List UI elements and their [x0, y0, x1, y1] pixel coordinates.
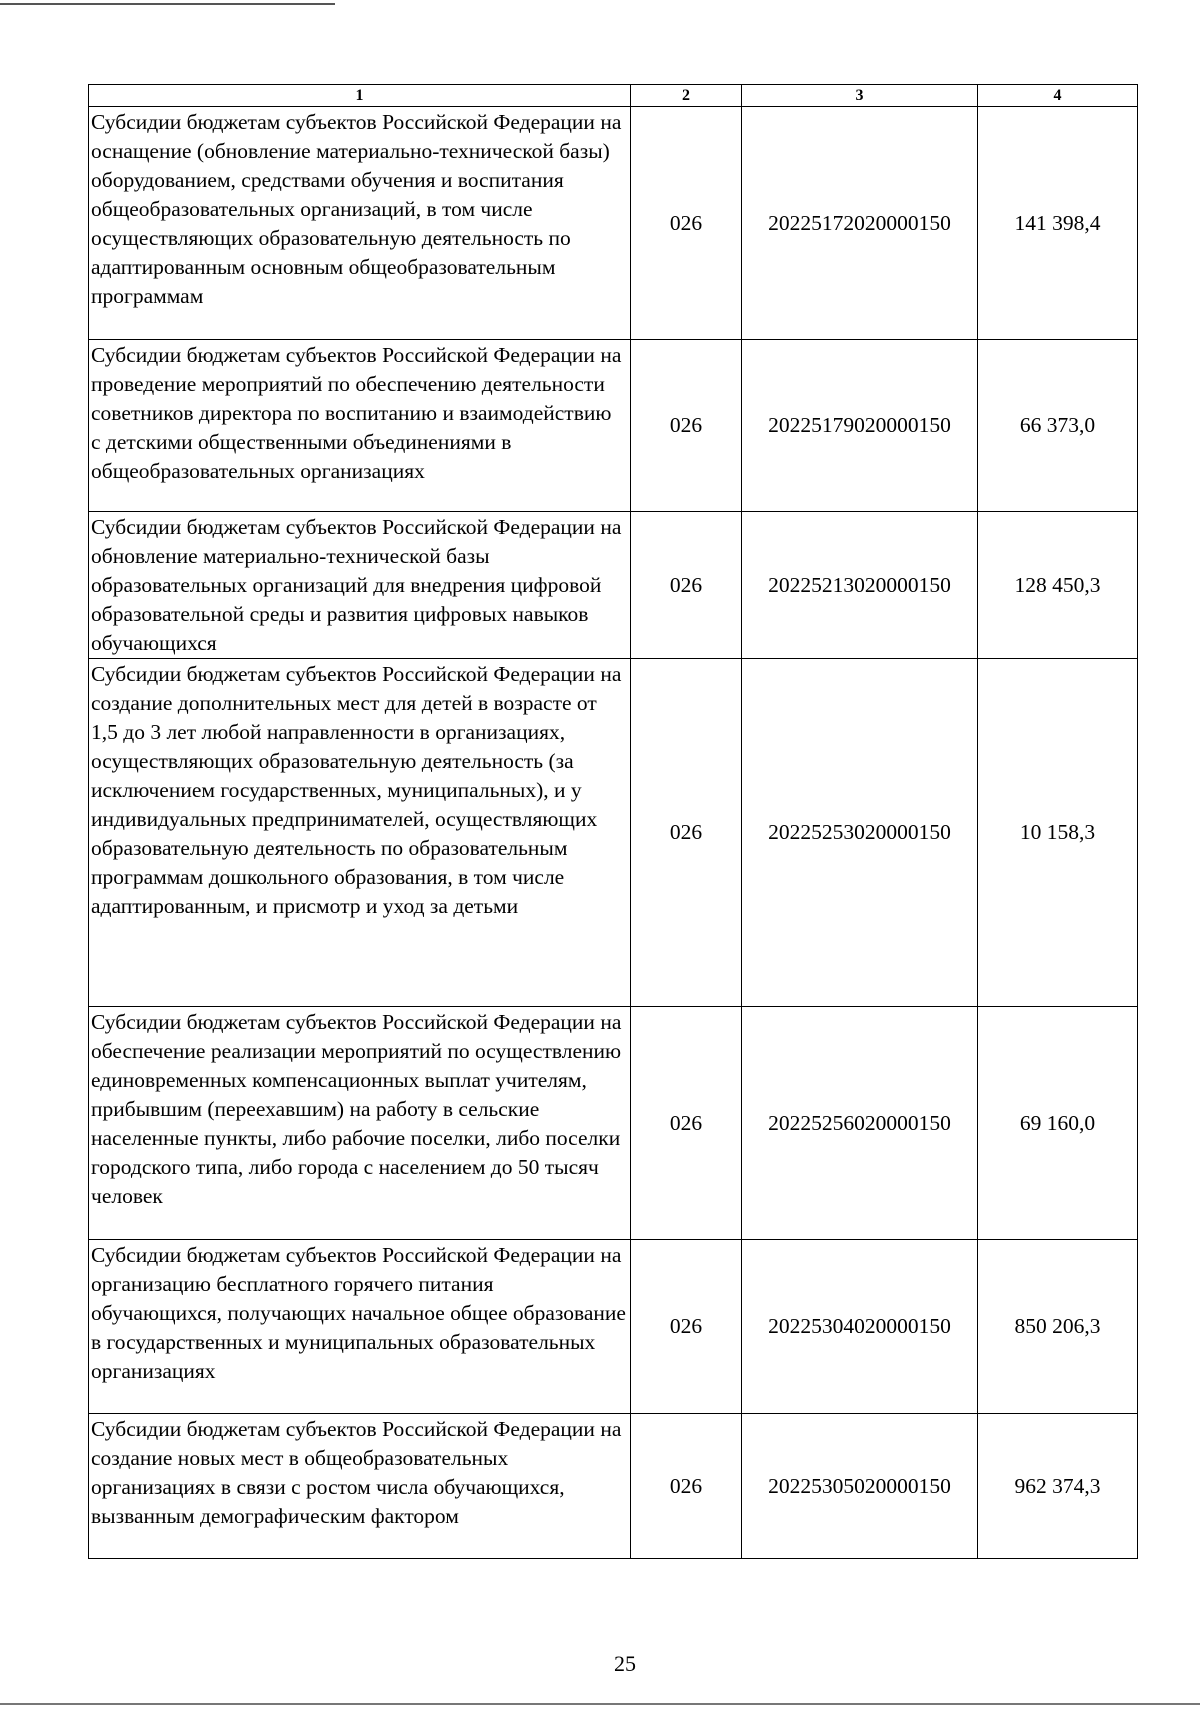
row-amount: 66 373,0 — [978, 340, 1138, 512]
table-row — [89, 1240, 1138, 1414]
row-description: Субсидии бюджетам субъектов Российской Федерации на проведение мероприятий по обеспечению деятельности советников директора по воспитанию и взаимодействию с детскими общественными объединениями в общеобразовательных организациях — [89, 340, 631, 512]
row-kbk: 20225256020000150 — [742, 1007, 978, 1240]
row-kbk: 20225179020000150 — [742, 340, 978, 512]
row-kbk: 20225305020000150 — [742, 1414, 978, 1559]
subsidies-table — [88, 84, 1138, 1559]
row-description: Субсидии бюджетам субъектов Российской Федерации на организацию бесплатного горячего питания обучающихся, получающих начальное общее образование в государственных и муниципальных образовательных организациях — [89, 1240, 631, 1414]
row-amount: 141 398,4 — [978, 107, 1138, 340]
row-description: Субсидии бюджетам субъектов Российской Федерации на обновление материально-технической базы образовательных организаций для внедрения цифровой образовательной среды и развития цифровых навыков обучающихся — [89, 512, 631, 659]
page-number: 25 — [614, 1651, 636, 1676]
row-amount: 850 206,3 — [978, 1240, 1138, 1414]
row-kbk: 20225253020000150 — [742, 659, 978, 1007]
row-code: 026 — [631, 659, 742, 1007]
row-description: Субсидии бюджетам субъектов Российской Федерации на обеспечение реализации мероприятий по осуществлению единовременных компенсационных выплат учителям, прибывшим (переехавшим) на работу в сельские населенные пункты, либо рабочие поселки, либо поселки городского типа, либо города с населением до 50 тысяч человек — [89, 1007, 631, 1240]
column-header-3: 3 — [742, 85, 978, 107]
column-header-1: 1 — [89, 85, 631, 107]
row-amount: 128 450,3 — [978, 512, 1138, 659]
row-kbk: 20225304020000150 — [742, 1240, 978, 1414]
table-row — [89, 512, 1138, 659]
row-kbk: 20225172020000150 — [742, 107, 978, 340]
scan-bottom-edge-line — [0, 1703, 1200, 1705]
row-description: Субсидии бюджетам субъектов Российской Федерации на создание новых мест в общеобразовательных организациях в связи с ростом числа обучающихся, вызванным демографическим фактором — [89, 1414, 631, 1559]
row-code: 026 — [631, 1240, 742, 1414]
row-amount: 69 160,0 — [978, 1007, 1138, 1240]
table-row — [89, 1007, 1138, 1240]
table-row — [89, 107, 1138, 340]
scan-top-edge-line — [0, 3, 335, 5]
row-description: Субсидии бюджетам субъектов Российской Федерации на создание дополнительных мест для детей в возрасте от 1,5 до 3 лет любой направленности в организациях, осуществляющих образовательную деятельность (за исключением государственных, муниципальных), и у индивидуальных предпринимателей, осуществляющих образовательную деятельность по образовательным программам дошкольного образования, в том числе адаптированным, и присмотр и уход за детьми — [89, 659, 631, 1007]
row-code: 026 — [631, 107, 742, 340]
row-code: 026 — [631, 512, 742, 659]
column-header-2: 2 — [631, 85, 742, 107]
header-row — [89, 85, 1138, 107]
row-kbk: 20225213020000150 — [742, 512, 978, 659]
row-code: 026 — [631, 1414, 742, 1559]
row-code: 026 — [631, 1007, 742, 1240]
table-row — [89, 340, 1138, 512]
table-row — [89, 1414, 1138, 1559]
row-description: Субсидии бюджетам субъектов Российской Федерации на оснащение (обновление материально-технической базы) оборудованием, средствами обучения и воспитания общеобразовательных организаций, в том числе осуществляющих образовательную деятельность по адаптированным основным общеобразовательным программам — [89, 107, 631, 340]
row-amount: 962 374,3 — [978, 1414, 1138, 1559]
row-amount: 10 158,3 — [978, 659, 1138, 1007]
row-code: 026 — [631, 340, 742, 512]
table-row — [89, 659, 1138, 1007]
column-header-4: 4 — [978, 85, 1138, 107]
